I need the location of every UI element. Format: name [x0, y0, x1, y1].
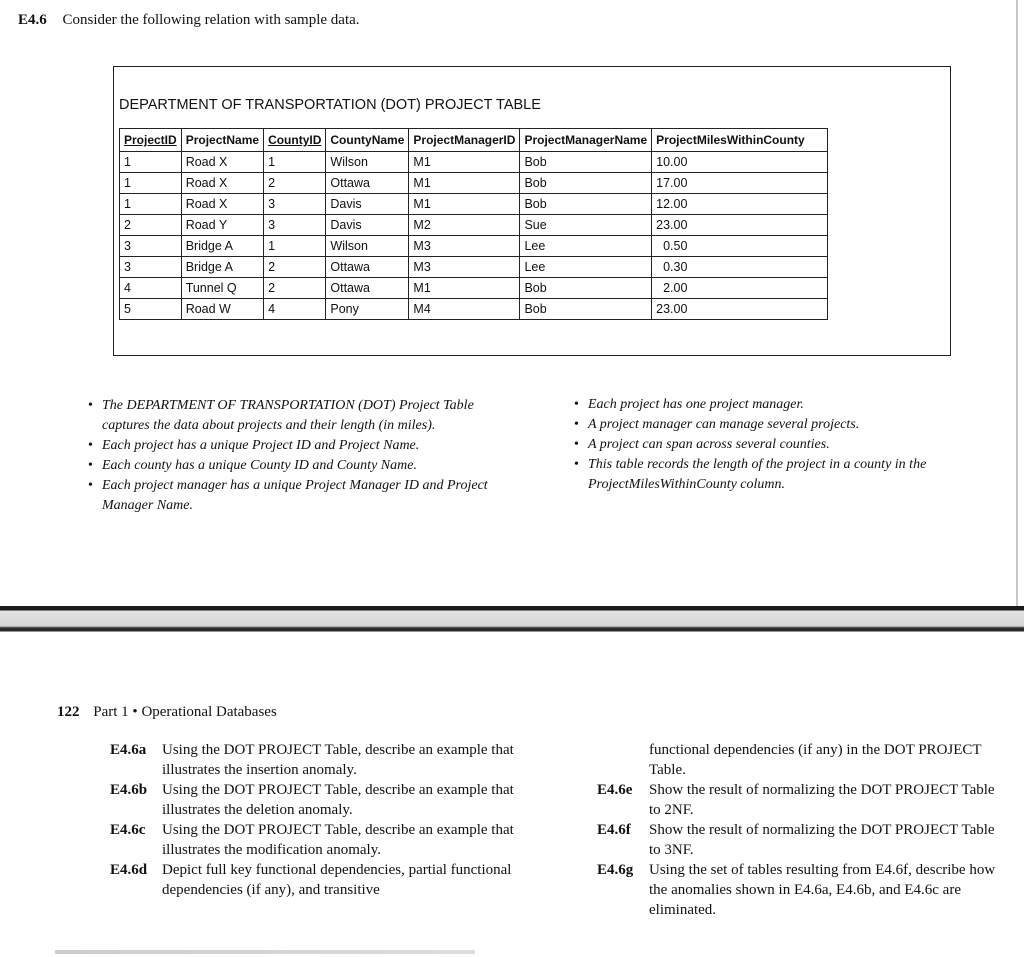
table-cell: M3 [409, 257, 520, 278]
exercise-label: E4.6g [597, 862, 634, 878]
column-header: CountyName [326, 129, 409, 152]
table-cell: M1 [409, 173, 520, 194]
table-header-row [120, 129, 828, 152]
table-cell: Bob [520, 278, 652, 299]
exercise-item [110, 740, 525, 780]
table-cell: Bridge A [181, 257, 263, 278]
table-cell: Lee [520, 257, 652, 278]
exercise-label: E4.6f [597, 822, 631, 838]
table-cell: 10.00 [652, 152, 828, 173]
table-cell: Bridge A [181, 236, 263, 257]
table-cell: M1 [409, 278, 520, 299]
exercises-left [110, 740, 525, 900]
exercise-text: Depict full key functional dependencies, partial functional dependencies (if any), and transitive [162, 862, 512, 898]
exercise-item [597, 780, 1007, 820]
table-cell: Road W [181, 299, 263, 320]
table-cell: Bob [520, 299, 652, 320]
table-cell: Road X [181, 173, 263, 194]
exercise-text: Using the DOT PROJECT Table, describe an example that illustrates the insertion anomaly. [162, 742, 514, 778]
table-cell: Davis [326, 215, 409, 236]
lower-page [0, 634, 1024, 957]
table-cell: 5 [120, 299, 182, 320]
note-item: • Each project has a unique Project ID and Project Name. [102, 436, 496, 456]
table-cell: 1 [264, 236, 326, 257]
note-item: • This table records the length of the project in a county in the ProjectMilesWithinCounty column. [588, 455, 972, 495]
exercise-text: Using the set of tables resulting from E4.6f, describe how the anomalies shown in E4.6a, E4.6b, and E4.6c are eliminated. [649, 862, 996, 918]
column-header: ProjectManagerID [409, 129, 520, 152]
table-cell: 1 [120, 173, 182, 194]
table-cell: 23.00 [652, 215, 828, 236]
table-row [120, 257, 828, 278]
table-cell: 17.00 [652, 173, 828, 194]
table-cell: Lee [520, 236, 652, 257]
table-cell: 4 [264, 299, 326, 320]
exercise-item [110, 860, 525, 900]
table-cell: 3 [120, 236, 182, 257]
note-item: • The DEPARTMENT OF TRANSPORTATION (DOT) Project Table captures the data about projects and their length (in miles). [102, 396, 496, 436]
table-cell: Bob [520, 152, 652, 173]
exercise-text: Using the DOT PROJECT Table, describe an example that illustrates the deletion anomaly. [162, 782, 514, 818]
column-header: ProjectManagerName [520, 129, 652, 152]
exercise-item [597, 820, 1007, 860]
table-cell: Ottawa [326, 173, 409, 194]
table-row [120, 215, 828, 236]
header-separator: • [132, 704, 138, 720]
note-item: • Each county has a unique County ID and County Name. [102, 456, 496, 476]
exercise-prompt: Consider the following relation with sample data. [62, 12, 360, 28]
note-item: • Each project has one project manager. [588, 395, 972, 415]
table-cell: 2 [264, 257, 326, 278]
exercise-label: E4.6c [110, 822, 146, 838]
table-cell: 2 [264, 278, 326, 299]
table-cell: Wilson [326, 152, 409, 173]
table-cell: M1 [409, 194, 520, 215]
table-cell: 0.30 [652, 257, 828, 278]
exercise-text: Using the DOT PROJECT Table, describe an example that illustrates the modification anomaly. [162, 822, 514, 858]
table-cell: 12.00 [652, 194, 828, 215]
dot-project-table [119, 128, 828, 320]
table-row [120, 299, 828, 320]
table-cell: 1 [120, 152, 182, 173]
table-cell: Road X [181, 194, 263, 215]
table-cell: 3 [120, 257, 182, 278]
exercise-label: E4.6a [110, 742, 147, 758]
table-row [120, 236, 828, 257]
page-header [57, 704, 277, 721]
table-cell: Pony [326, 299, 409, 320]
part-label: Part 1 [93, 704, 129, 720]
exercise-item [110, 820, 525, 860]
exercise-item [597, 860, 1007, 920]
table-cell: M2 [409, 215, 520, 236]
table-cell: M1 [409, 152, 520, 173]
table-cell: Road X [181, 152, 263, 173]
page-edge [1016, 0, 1018, 606]
table-row [120, 152, 828, 173]
table-body [120, 152, 828, 320]
table-cell: Tunnel Q [181, 278, 263, 299]
table-cell: Wilson [326, 236, 409, 257]
exercise-continuation: functional dependencies (if any) in the DOT PROJECT Table. [649, 742, 982, 778]
table-cell: 1 [264, 152, 326, 173]
exercise-item [110, 780, 525, 820]
page-number: 122 [57, 704, 80, 720]
note-item: • A project manager can manage several projects. [588, 415, 972, 435]
cut-off-text-line [55, 950, 475, 954]
table-cell: Ottawa [326, 278, 409, 299]
exercise-text: Show the result of normalizing the DOT PROJECT Table to 2NF. [649, 782, 995, 818]
table-cell: 0.50 [652, 236, 828, 257]
note-item: • A project can span across several counties. [588, 435, 972, 455]
table-cell: Bob [520, 173, 652, 194]
table-cell: Ottawa [326, 257, 409, 278]
column-header: ProjectName [181, 129, 263, 152]
page-divider [0, 606, 1024, 634]
exercise-label: E4.6b [110, 782, 148, 798]
table-cell: 2.00 [652, 278, 828, 299]
table-cell: 2 [120, 215, 182, 236]
table-cell: M4 [409, 299, 520, 320]
table-cell: 23.00 [652, 299, 828, 320]
notes-left [86, 396, 496, 516]
exercise-heading [18, 12, 360, 29]
exercise-text: Show the result of normalizing the DOT PROJECT Table to 3NF. [649, 822, 995, 858]
exercise-label: E4.6e [597, 782, 633, 798]
exercises-right [597, 740, 1007, 920]
notes-right [572, 395, 972, 495]
table-cell: Davis [326, 194, 409, 215]
table-row [120, 194, 828, 215]
table-cell: Bob [520, 194, 652, 215]
table-cell: M3 [409, 236, 520, 257]
table-title: DEPARTMENT OF TRANSPORTATION (DOT) PROJECT TABLE [119, 97, 541, 113]
table-cell: Road Y [181, 215, 263, 236]
column-header: CountyID [264, 129, 326, 152]
note-item: • Each project manager has a unique Project Manager ID and Project Manager Name. [102, 476, 496, 516]
exercise-label: E4.6d [110, 862, 148, 878]
table-row [120, 278, 828, 299]
column-header: ProjectMilesWithinCounty [652, 129, 828, 152]
table-frame [113, 66, 951, 356]
table-cell: 2 [264, 173, 326, 194]
table-cell: 3 [264, 215, 326, 236]
table-cell: 1 [120, 194, 182, 215]
table-row [120, 173, 828, 194]
column-header: ProjectID [120, 129, 182, 152]
section-title: Operational Databases [141, 704, 277, 720]
table-cell: 4 [120, 278, 182, 299]
table-cell: Sue [520, 215, 652, 236]
table-cell: 3 [264, 194, 326, 215]
exercise-number: E4.6 [18, 12, 47, 28]
